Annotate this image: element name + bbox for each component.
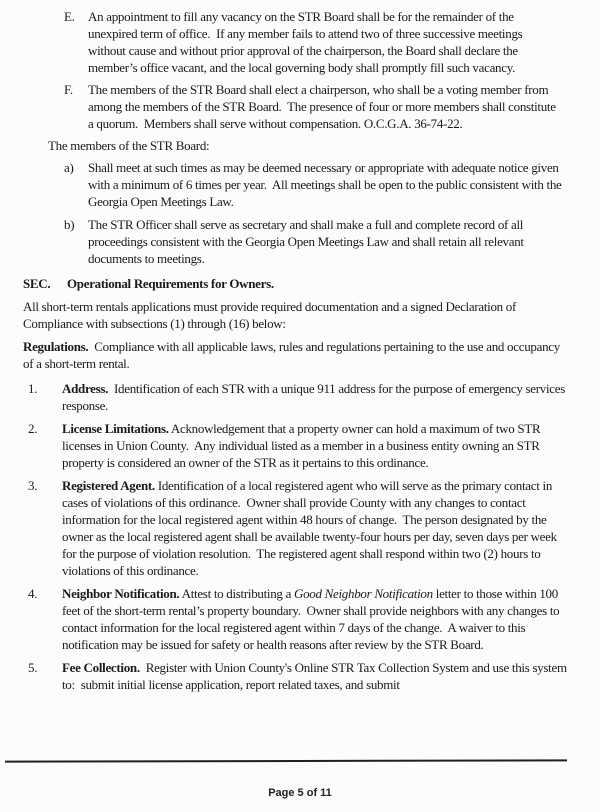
list-item-2 <box>28 420 573 471</box>
list-item-number: 2. <box>28 421 38 436</box>
list-item-b <box>64 216 574 267</box>
list-item-text <box>62 380 570 414</box>
list-marker: E. <box>64 9 75 24</box>
list-item-body: Acknowledgement that a property owner can hold a maximum of two STR licenses in Union County. Any individual listed as a member in a business entity owning an STR property is considered an owner of the STR as it pertains to this ordinance. <box>62 421 544 470</box>
section-heading-title: Operational Requirements for Owners. <box>67 276 274 291</box>
list-item-title: Neighbor Notification. <box>62 586 180 601</box>
list-item-text: The STR Officer shall serve as secretary and shall make a full and complete record of all proceedings consistent with the Georgia Open Meetings Law and shall retain all relevant documents to meetings. <box>88 217 527 266</box>
list-item-number: 4. <box>28 586 38 601</box>
footer-divider <box>5 759 567 762</box>
list-item-body: Identification of each STR with a unique 911 address for the purpose of emergency services response. <box>62 381 568 413</box>
list-item-a <box>64 159 574 210</box>
list-item-title: Address. <box>62 381 109 396</box>
list-item-number: 1. <box>28 381 38 396</box>
regulations-body: Compliance with all applicable laws, rules and regulations pertaining to the use and occupancy of a short-term rental. <box>23 339 563 371</box>
list-item-body-post: letter to those within 100 feet of the short-term rental’s property boundary. Owner shall provide neighbors with any changes to contact information for the local registered agent within 7 days of the change. A waiver to this notification may be issued for safety or health reasons after review by the STR Board. <box>62 586 563 652</box>
regulations-paragraph <box>23 338 573 372</box>
list-item-text <box>62 477 570 579</box>
list-item-text: Shall meet at such times as may be deemed necessary or appropriate with adequate notice given with a minimum of 6 times per year. All meetings shall be open to the public consistent with the Georgia Open Meetings Law. <box>88 160 565 209</box>
list-item-body-pre: Attest to distributing a <box>179 586 295 601</box>
list-item-title: Registered Agent. <box>62 478 155 493</box>
regulations-title: Regulations. <box>23 339 89 354</box>
list-item-text <box>62 420 570 471</box>
list-marker: a) <box>64 160 74 175</box>
list-item-body-italic: Good Neighbor Notification <box>294 586 433 601</box>
list-item-body: Register with Union County's Online STR Tax Collection System and use this system to: submit initial license application, report related taxes, and submit <box>62 660 570 692</box>
list-item-text <box>62 659 570 693</box>
list-item-number: 5. <box>28 660 38 675</box>
list-item-e <box>64 8 558 76</box>
list-item-number: 3. <box>28 478 38 493</box>
page-number: Page 5 of 11 <box>268 787 332 799</box>
list-item-1 <box>28 380 573 414</box>
list-item-4 <box>28 585 573 653</box>
list-item-text: The members of the STR Board shall elect a chairperson, who shall be a voting member from among the members of the STR Board. The presence of four or more members shall constitute a quorum. Members shall serve without compensation. O.C.G.A. 36-74-22. <box>88 82 559 131</box>
list-marker: b) <box>64 217 75 232</box>
list-item-title: License Limitations. <box>62 421 169 436</box>
list-item-text <box>62 585 570 653</box>
list-item-title: Fee Collection. <box>62 660 140 675</box>
list-item-f <box>64 81 558 132</box>
list-item-3 <box>28 477 573 579</box>
section-heading-label: SEC. <box>23 276 51 291</box>
list-marker: F. <box>64 82 73 97</box>
list-item-body: Identification of a local registered agent who will serve as the primary contact in cases of violations of this ordinance. Owner shall provide County with any changes to contact information for the local registered agent within 48 hours of change. The person designated by the owner as the local registered agent shall be available twenty-four hours per day, seven days per week for the purpose of violation resolution. The registered agent shall respond within two (2) hours to violations of this ordinance. <box>62 478 560 578</box>
section-heading <box>23 275 600 292</box>
list-item-text: An appointment to fill any vacancy on the STR Board shall be for the remainder of the unexpired term of office. If any member fails to attend two of three successive meetings without cause and without prior approval of the chairperson, the Board shall declare the member’s office vacant, and the local governing body shall promptly fill such vacancy. <box>88 9 526 75</box>
list-item-5 <box>28 659 573 693</box>
intro-paragraph: All short-term rentals applications must provide required documentation and a signed Declaration of Compliance with subsections (1) through (16) below: <box>23 299 519 331</box>
board-intro-paragraph: The members of the STR Board: <box>48 138 210 153</box>
